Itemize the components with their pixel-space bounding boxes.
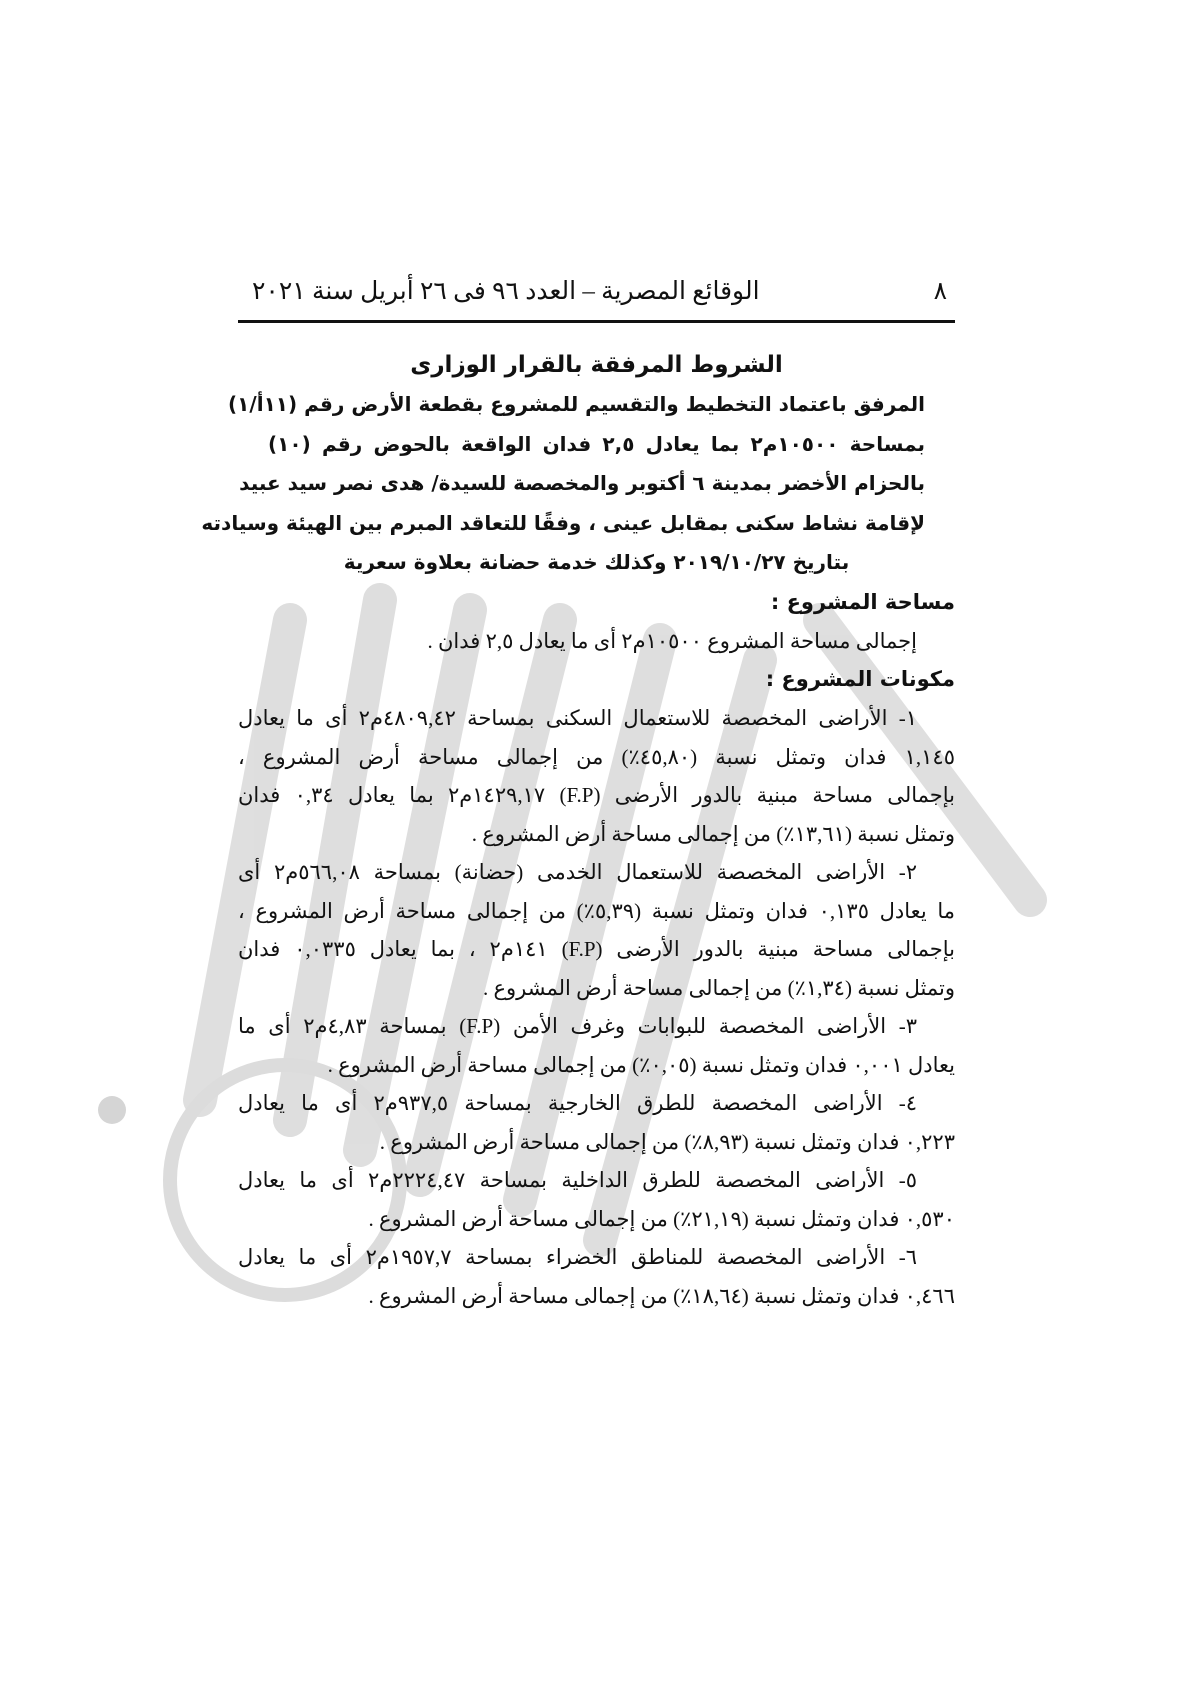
header-rule [238, 320, 955, 323]
subtitle-line: لإقامة نشاط سكنى بمقابل عينى ، وفقًا للتعاقد المبرم بين الهيئة وسيادته [201, 510, 925, 535]
component-line: ١,١٤٥ فدان وتمثل نسبة (٤٥,٨٠٪) من إجمالى مساحة أرض المشروع ، [238, 744, 955, 769]
component-item [238, 853, 955, 1007]
document-title: الشروط المرفقة بالقرار الوزارى [410, 352, 783, 378]
component-line: ٢- الأراضى المخصصة للاستعمال الخدمى (حضانة) بمساحة ٥٦٦,٠٨م٢ أى [238, 860, 917, 884]
area-text: إجمالى مساحة المشروع ١٠٥٠٠م٢ أى ما يعادل ٢,٥ فدان . [427, 628, 917, 653]
component-line: ٦- الأراضى المخصصة للمناطق الخضراء بمساحة ١٩٥٧,٧م٢ أى ما يعادل [238, 1245, 917, 1269]
component-line: بإجمالى مساحة مبنية بالدور الأرضى (F.P) ١٤١م٢ ، بما يعادل ٠,٠٣٣٥ فدان [238, 937, 955, 961]
component-line: ٤- الأراضى المخصصة للطرق الخارجية بمساحة ٩٣٧,٥م٢ أى ما يعادل [238, 1091, 917, 1115]
component-line: وتمثل نسبة (١,٣٤٪) من إجمالى مساحة أرض المشروع . [482, 975, 955, 1000]
page-number: ٨ [933, 278, 947, 305]
subtitle [201, 385, 955, 583]
component-line: يعادل ٠,٠٠١ فدان وتمثل نسبة (٠,٠٥٪) من إجمالى مساحة أرض المشروع . [327, 1052, 955, 1077]
component-line: ١- الأراضى المخصصة للاستعمال السكنى بمساحة ٤٨٠٩,٤٢م٢ أى ما يعادل [238, 706, 917, 730]
running-header [238, 270, 955, 314]
document-page [201, 270, 955, 1315]
component-item [238, 1007, 955, 1084]
publication-title: الوقائع المصرية – العدد ٩٦ فى ٢٦ أبريل سنة ٢٠٢١ [252, 278, 760, 305]
subtitle-line: بمساحة ١٠٥٠٠م٢ بما يعادل ٢,٥ فدان الواقعة بالحوض رقم (١٠) [268, 431, 925, 456]
components-list [238, 699, 955, 1315]
component-line: ٣- الأراضى المخصصة للبوابات وغرف الأمن (F.P) بمساحة ٤,٨٣م٢ أى ما [238, 1014, 917, 1038]
component-line: ٥- الأراضى المخصصة للطرق الداخلية بمساحة ٢٢٢٤,٤٧م٢ أى ما يعادل [238, 1168, 917, 1192]
section-heading-components: مكونات المشروع : [765, 667, 955, 691]
component-line: ٠,٥٣٠ فدان وتمثل نسبة (٢١,١٩٪) من إجمالى مساحة أرض المشروع . [368, 1206, 955, 1231]
component-line: ٠,٢٢٣ فدان وتمثل نسبة (٨,٩٣٪) من إجمالى مساحة أرض المشروع . [379, 1129, 955, 1154]
component-line: ما يعادل ٠,١٣٥ فدان وتمثل نسبة (٥,٣٩٪) من إجمالى مساحة أرض المشروع ، [238, 898, 955, 923]
subtitle-line: المرفق باعتماد التخطيط والتقسيم للمشروع بقطعة الأرض رقم (١١أ/١) [228, 392, 925, 416]
component-line: بإجمالى مساحة مبنية بالدور الأرضى (F.P) ١٤٢٩,١٧م٢ بما يعادل ٠,٣٤ فدان [238, 783, 955, 807]
component-item [238, 1161, 955, 1238]
subtitle-line: بتاريخ ٢٠١٩/١٠/٢٧ وكذلك خدمة حضانة بعلاوة سعرية [343, 550, 850, 574]
subtitle-line: بالحزام الأخضر بمدينة ٦ أكتوبر والمخصصة للسيدة/ هدى نصر سيد عبيد [239, 471, 925, 495]
section-heading-area: مساحة المشروع : [770, 589, 955, 614]
component-line: ٠,٤٦٦ فدان وتمثل نسبة (١٨,٦٤٪) من إجمالى مساحة أرض المشروع . [368, 1283, 955, 1308]
component-item [238, 699, 955, 853]
component-item [238, 1238, 955, 1315]
component-item [238, 1084, 955, 1161]
component-line: وتمثل نسبة (١٣,٦١٪) من إجمالى مساحة أرض المشروع . [471, 821, 955, 846]
